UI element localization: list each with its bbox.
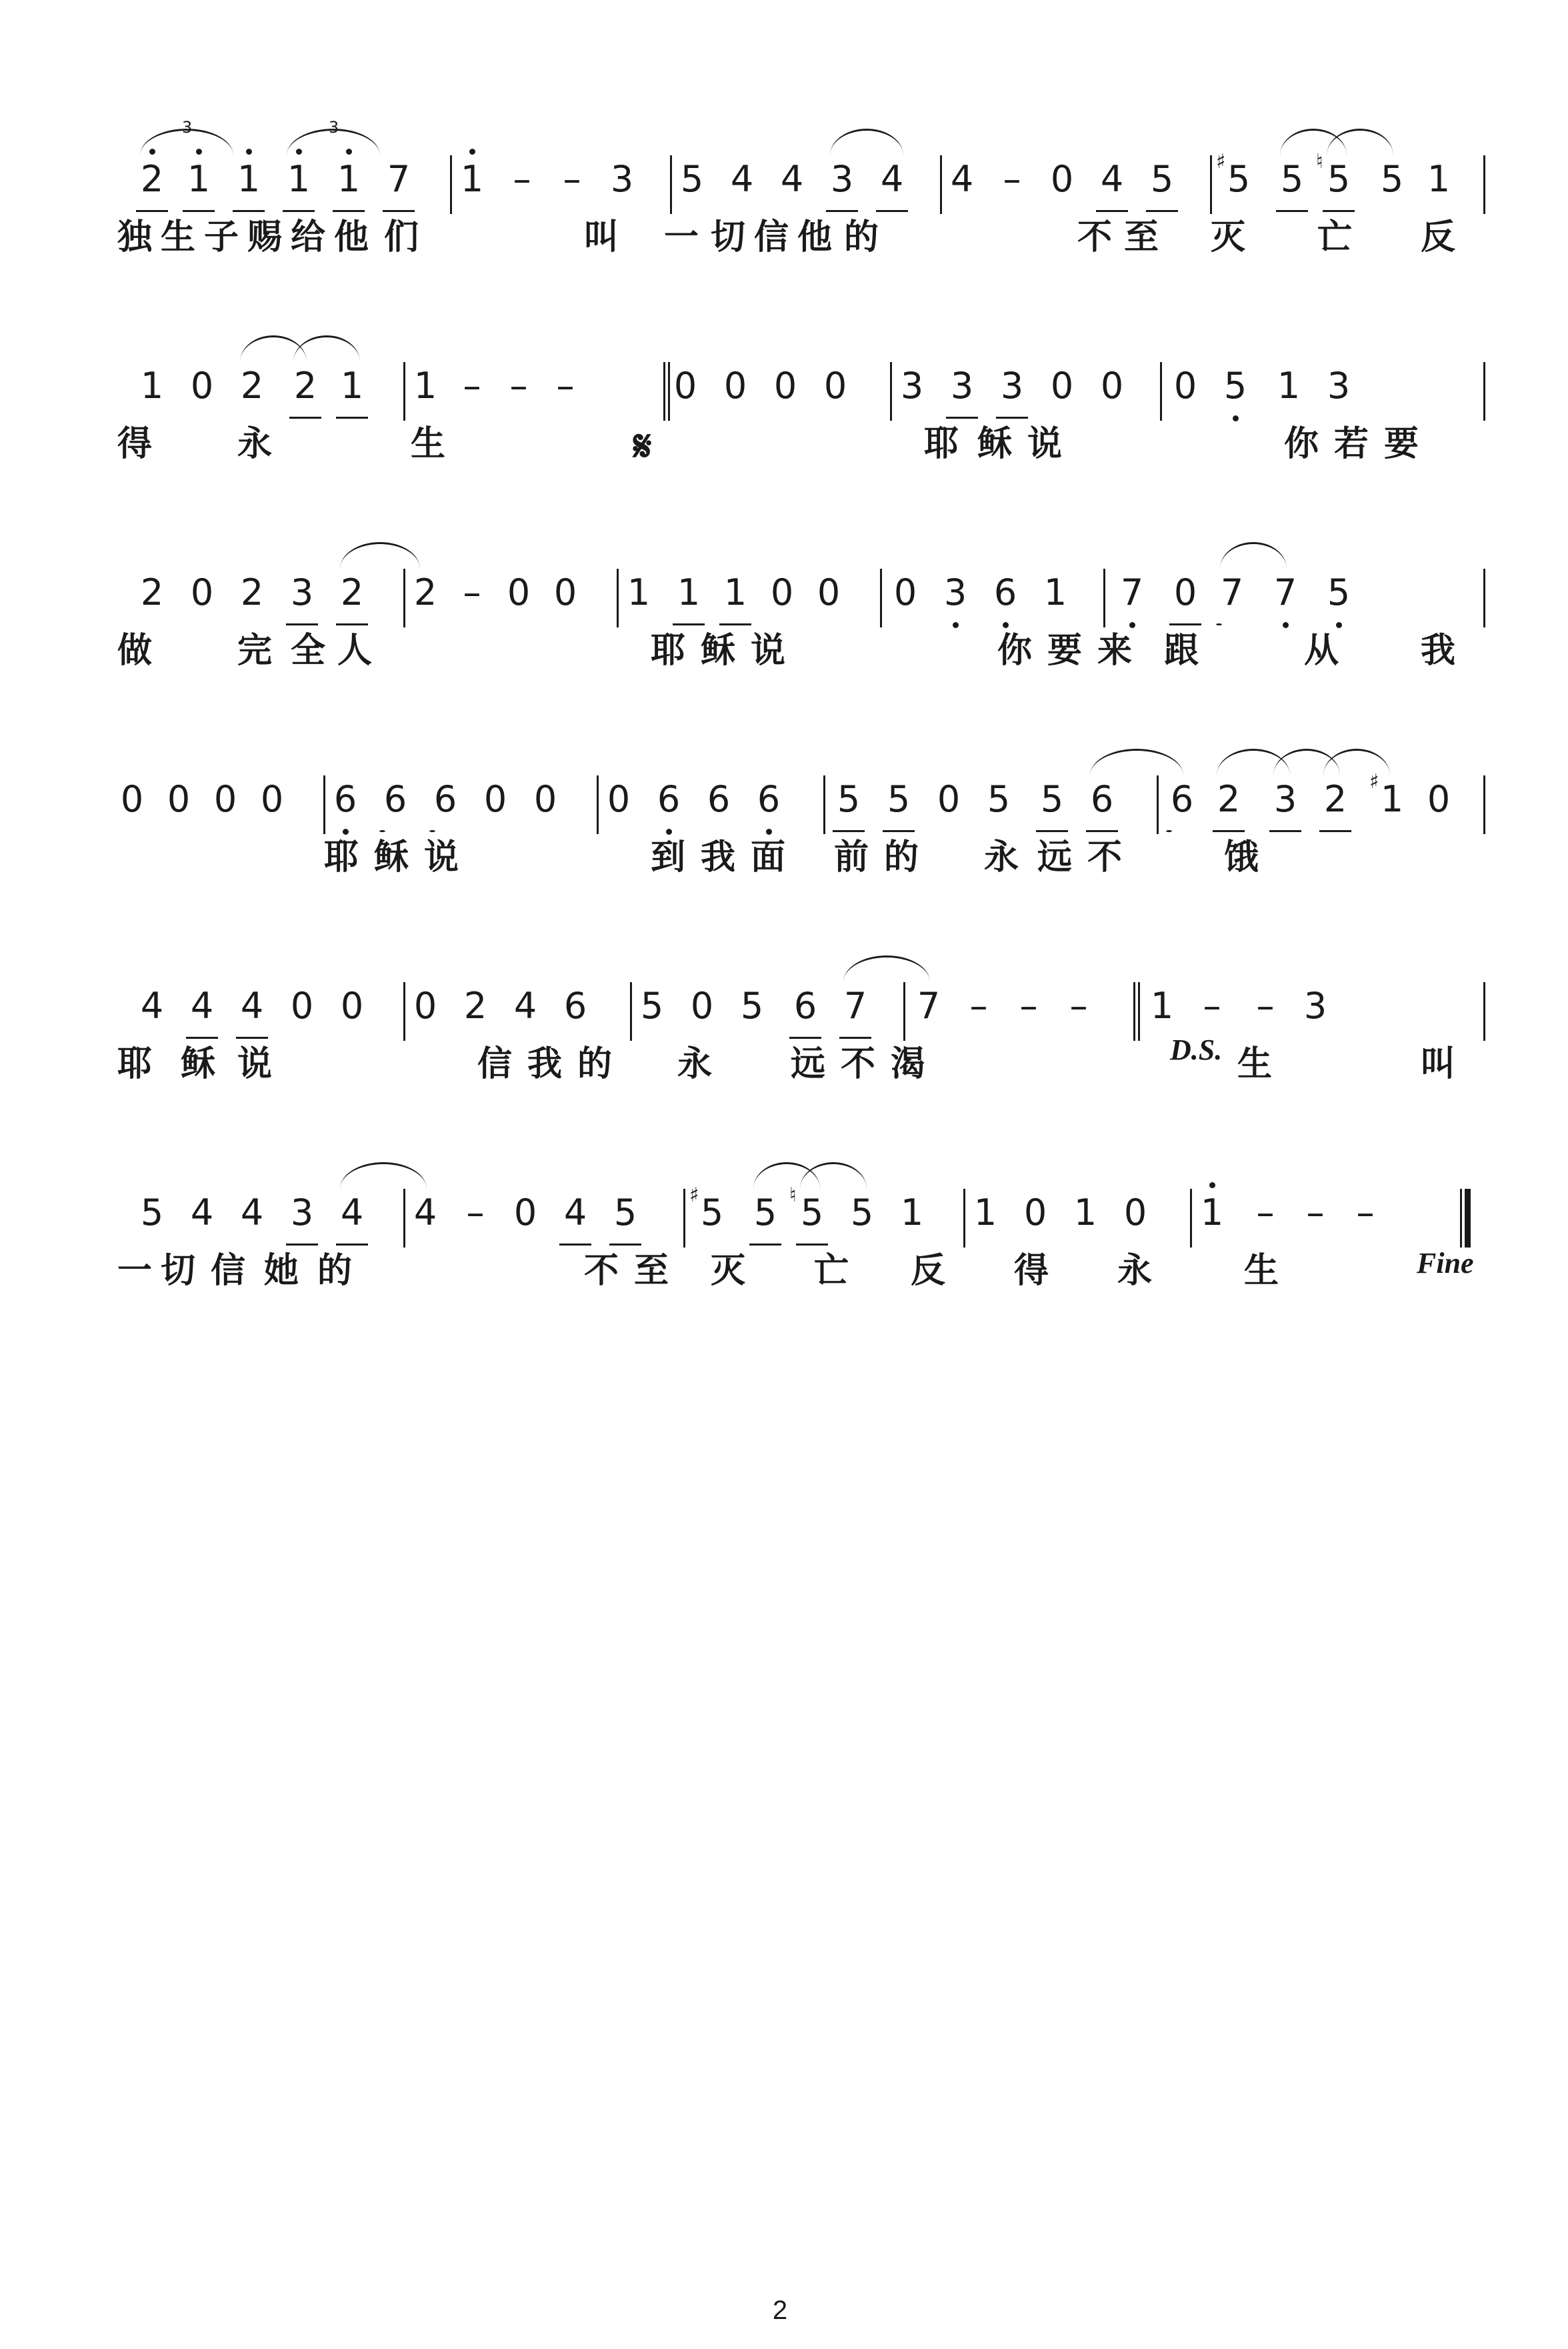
note: 1 xyxy=(900,1192,924,1234)
final-barline xyxy=(1460,1189,1471,1248)
note: 3 xyxy=(943,358,981,414)
natural-icon: ♮ xyxy=(789,1184,797,1207)
note: 4 xyxy=(190,1192,214,1234)
note: 2 xyxy=(1317,771,1354,827)
barline xyxy=(617,569,619,627)
lyric-char: 的 xyxy=(317,1251,352,1291)
note: 2 xyxy=(240,571,264,613)
barline xyxy=(1190,1189,1192,1248)
lyric-char: 我 xyxy=(527,1044,562,1084)
lyric-char: 生 xyxy=(160,217,195,257)
fine-mark: Fine xyxy=(1417,1247,1474,1280)
note: 0 xyxy=(483,778,507,820)
lyric-char: 人 xyxy=(337,631,372,671)
note: 7 xyxy=(917,985,941,1027)
note: 1 xyxy=(1043,571,1067,613)
dash-extension: – xyxy=(563,158,581,200)
note: 1 xyxy=(627,571,651,613)
lyric-char: 说 xyxy=(237,1044,272,1084)
barline xyxy=(963,1189,965,1248)
sharp-icon: ♯ xyxy=(1369,770,1379,793)
slur-arc xyxy=(340,1162,427,1189)
note: 4 xyxy=(513,985,537,1027)
note: 0 xyxy=(773,365,797,407)
lyric-char: 面 xyxy=(750,837,785,877)
note: 1 xyxy=(140,365,164,407)
slur-arc xyxy=(843,955,930,982)
lyrics-row xyxy=(113,830,1467,897)
note: 5 xyxy=(1320,151,1357,207)
barline xyxy=(403,569,405,627)
note: 0 xyxy=(260,778,284,820)
note: 4 xyxy=(557,1185,594,1241)
barline xyxy=(903,982,905,1041)
note: 3 xyxy=(937,565,974,621)
lyric-char: 你 xyxy=(1283,424,1319,464)
dash-extension: – xyxy=(509,365,528,407)
dash-extension: – xyxy=(1003,158,1021,200)
score-system xyxy=(113,350,1467,510)
lyric-char: 耶 xyxy=(323,837,359,877)
lyric-char: 永 xyxy=(237,424,272,464)
note: 1 xyxy=(180,151,217,207)
note: 3 xyxy=(993,358,1031,414)
barline xyxy=(1483,362,1485,421)
lyric-char: 饿 xyxy=(1223,837,1259,877)
lyric-char: 至 xyxy=(633,1251,669,1291)
slur-arc xyxy=(293,335,360,362)
note: 0 xyxy=(817,571,841,613)
barline xyxy=(1483,982,1485,1041)
page-number: 2 xyxy=(772,2296,788,2325)
lyric-char: 稣 xyxy=(180,1044,215,1084)
lyric-char: 说 xyxy=(1027,424,1062,464)
dash-extension: – xyxy=(1256,985,1275,1027)
lyric-char: 渴 xyxy=(890,1044,925,1084)
lyric-char: 耶 xyxy=(923,424,959,464)
note: 6 xyxy=(377,771,414,827)
note: 2 xyxy=(140,571,164,613)
note: 0 xyxy=(290,985,314,1027)
note: 4 xyxy=(183,978,221,1034)
note: 5 xyxy=(740,985,764,1027)
note: 4 xyxy=(950,158,974,200)
note: 2 xyxy=(287,358,324,414)
barline xyxy=(597,775,599,834)
lyric-char: 亡 xyxy=(1317,217,1352,257)
note: 0 xyxy=(1167,565,1204,621)
dash-extension: – xyxy=(1019,985,1038,1027)
barline xyxy=(323,775,325,834)
note: 6 xyxy=(987,565,1024,621)
lyric-char: 赐 xyxy=(247,217,282,257)
barline xyxy=(1210,155,1212,214)
note: 0 xyxy=(893,571,917,613)
note: 5 xyxy=(1320,565,1357,621)
triplet-mark: 3 xyxy=(182,118,193,137)
note: 0 xyxy=(607,778,631,820)
note: 6 xyxy=(1083,771,1121,827)
note: 0 xyxy=(413,985,437,1027)
lyric-char: 稣 xyxy=(977,424,1012,464)
note: 1 xyxy=(1277,365,1301,407)
lyric-char: 的 xyxy=(577,1044,612,1084)
barline xyxy=(630,982,632,1041)
lyric-char: 的 xyxy=(843,217,879,257)
note: 3 xyxy=(1327,365,1351,407)
note: 0 xyxy=(213,778,237,820)
lyric-char: 永 xyxy=(677,1044,712,1084)
lyric-char: 做 xyxy=(117,631,152,671)
barline xyxy=(683,1189,685,1248)
note: 1 xyxy=(280,151,317,207)
lyric-char: 我 xyxy=(700,837,735,877)
note: 0 xyxy=(553,571,577,613)
note: 0 xyxy=(823,365,847,407)
lyric-char: 的 xyxy=(883,837,919,877)
lyric-char: 反 xyxy=(910,1251,945,1291)
note: 1 xyxy=(333,358,371,414)
barline xyxy=(1157,775,1159,834)
slur-arc xyxy=(1323,749,1390,775)
lyric-char: 耶 xyxy=(650,631,685,671)
lyric-char: 永 xyxy=(983,837,1019,877)
barline xyxy=(1483,569,1485,627)
note: 4 xyxy=(140,985,164,1027)
lyric-char: 不 xyxy=(840,1044,875,1084)
note: 3 xyxy=(283,1185,321,1241)
lyric-char: 我 xyxy=(1420,631,1455,671)
note: 0 xyxy=(1050,158,1074,200)
note: 4 xyxy=(233,978,271,1034)
lyrics-row xyxy=(113,210,1467,277)
note: 6 xyxy=(707,778,731,820)
lyric-char: 远 xyxy=(790,1044,825,1084)
lyric-char: 信 xyxy=(753,217,789,257)
lyric-char: 一 xyxy=(117,1251,152,1291)
lyric-char: 一 xyxy=(663,217,699,257)
note: 1 xyxy=(230,151,267,207)
note: 5 xyxy=(640,985,664,1027)
note: 0 xyxy=(1023,1192,1047,1234)
note: 5 xyxy=(1033,771,1071,827)
dash-extension: – xyxy=(1256,1192,1275,1234)
note: 5 xyxy=(880,771,917,827)
barline xyxy=(1483,775,1485,834)
barline xyxy=(1103,569,1105,627)
note: 5 xyxy=(1227,158,1251,200)
lyric-char: 他 xyxy=(333,217,369,257)
lyric-char: 远 xyxy=(1037,837,1072,877)
lyric-char: 来 xyxy=(1097,631,1132,671)
lyric-char: 得 xyxy=(1013,1251,1049,1291)
note: 0 xyxy=(770,571,794,613)
note: 1 xyxy=(330,151,367,207)
slur-arc xyxy=(1327,129,1393,155)
barline xyxy=(823,775,825,834)
dash-extension: – xyxy=(1069,985,1088,1027)
lyric-char: 给 xyxy=(290,217,325,257)
note: 0 xyxy=(1173,365,1197,407)
note: 0 xyxy=(690,985,714,1027)
note: 4 xyxy=(413,1192,437,1234)
barline xyxy=(403,982,405,1041)
dash-extension: – xyxy=(556,365,575,407)
note: 6 xyxy=(1163,771,1201,827)
note: 0 xyxy=(1050,365,1074,407)
lyric-char: 得 xyxy=(117,424,152,464)
dash-extension: – xyxy=(1356,1192,1375,1234)
note: 0 xyxy=(340,985,364,1027)
natural-icon: ♮ xyxy=(1316,150,1323,173)
note: 0 xyxy=(673,365,697,407)
score-system xyxy=(113,763,1467,923)
note: 5 xyxy=(850,1192,874,1234)
note: 5 xyxy=(140,1192,164,1234)
barline xyxy=(670,155,672,214)
note: 6 xyxy=(650,771,687,827)
note: 5 xyxy=(1217,358,1254,414)
note: 6 xyxy=(787,978,824,1034)
lyric-char: 稣 xyxy=(373,837,409,877)
lyric-char: 们 xyxy=(383,217,419,257)
note: 4 xyxy=(730,158,754,200)
lyrics-row xyxy=(113,623,1467,690)
note: 5 xyxy=(793,1185,831,1241)
lyric-char: 完 xyxy=(237,631,272,671)
note: 3 xyxy=(900,365,924,407)
double-barline xyxy=(1133,982,1140,1041)
barline xyxy=(1483,155,1485,214)
note: 0 xyxy=(190,365,214,407)
barline xyxy=(403,1189,405,1248)
note: 5 xyxy=(607,1185,644,1241)
lyric-char: 到 xyxy=(650,837,685,877)
lyric-char: 全 xyxy=(290,631,325,671)
score-system xyxy=(113,557,1467,717)
barline xyxy=(1160,362,1162,421)
lyric-char: 不 xyxy=(1087,837,1122,877)
lyric-char: 灭 xyxy=(1210,217,1245,257)
lyric-char: 前 xyxy=(833,837,869,877)
dash-extension: – xyxy=(463,365,481,407)
lyric-char: 切 xyxy=(710,217,745,257)
note: 1 xyxy=(670,565,707,621)
note: 5 xyxy=(700,1192,724,1234)
note: 0 xyxy=(1427,778,1451,820)
note: 7 xyxy=(1213,565,1251,621)
note: 5 xyxy=(830,771,867,827)
note: 3 xyxy=(1303,985,1327,1027)
lyrics-row xyxy=(113,1037,1467,1103)
note: 2 xyxy=(240,365,264,407)
lyric-char: 亡 xyxy=(813,1251,849,1291)
note: 5 xyxy=(1380,158,1404,200)
dal-segno-mark: D.S. xyxy=(1170,1033,1223,1066)
note: 0 xyxy=(1123,1192,1147,1234)
lyric-char: 灭 xyxy=(710,1251,745,1291)
note: 5 xyxy=(987,778,1011,820)
lyric-char: 永 xyxy=(1117,1251,1152,1291)
note: 1 xyxy=(1427,158,1451,200)
note: 0 xyxy=(507,571,531,613)
score-system xyxy=(113,1177,1474,1337)
note: 1 xyxy=(1380,778,1404,820)
lyric-char: 耶 xyxy=(117,1044,152,1084)
score-system xyxy=(113,970,1467,1130)
lyric-char: 若 xyxy=(1333,424,1369,464)
lyric-char: 子 xyxy=(203,217,239,257)
note: 4 xyxy=(1093,151,1131,207)
lyric-char: 叫 xyxy=(1420,1044,1455,1084)
lyric-char: 切 xyxy=(160,1251,195,1291)
slur-arc xyxy=(340,542,420,569)
note: 0 xyxy=(513,1192,537,1234)
note: 4 xyxy=(240,1192,264,1234)
lyric-char: 信 xyxy=(477,1044,512,1084)
note: 2 xyxy=(333,565,371,621)
lyric-char: 要 xyxy=(1047,631,1082,671)
note: 1 xyxy=(413,365,437,407)
note: 4 xyxy=(333,1185,371,1241)
lyric-char: 说 xyxy=(750,631,785,671)
note: 1 xyxy=(973,1192,997,1234)
dash-extension: – xyxy=(1306,1192,1325,1234)
score-system xyxy=(113,118,1467,303)
lyric-char: 跟 xyxy=(1163,631,1199,671)
note: 0 xyxy=(533,778,557,820)
note: 2 xyxy=(133,151,171,207)
dash-extension: – xyxy=(1203,985,1221,1027)
lyric-char: 从 xyxy=(1303,631,1339,671)
triplet-mark: 3 xyxy=(329,118,339,137)
lyric-char: 稣 xyxy=(700,631,735,671)
note: 3 xyxy=(823,151,861,207)
lyric-char: 他 xyxy=(797,217,832,257)
dash-extension: – xyxy=(463,571,481,613)
note: 3 xyxy=(610,158,634,200)
note: 0 xyxy=(190,571,214,613)
note: 0 xyxy=(120,778,144,820)
note: 5 xyxy=(680,158,704,200)
lyric-char: 你 xyxy=(997,631,1032,671)
note: 3 xyxy=(283,565,321,621)
note: 0 xyxy=(1100,365,1124,407)
note: 4 xyxy=(873,151,911,207)
lyric-char: 反 xyxy=(1420,217,1455,257)
dash-extension: – xyxy=(466,1192,485,1234)
slur-arc xyxy=(830,129,903,155)
lyric-char: 信 xyxy=(210,1251,245,1291)
lyric-char: 不 xyxy=(583,1251,619,1291)
lyric-char: 不 xyxy=(1077,217,1112,257)
lyric-char: 生 xyxy=(1237,1044,1272,1084)
lyric-char: 生 xyxy=(1243,1251,1279,1291)
note: 2 xyxy=(463,985,487,1027)
note: 4 xyxy=(780,158,804,200)
lyric-char: 独 xyxy=(117,217,152,257)
lyric-char: 她 xyxy=(263,1251,299,1291)
note: 7 xyxy=(1267,565,1304,621)
dash-extension: – xyxy=(969,985,988,1027)
note: 1 xyxy=(1150,985,1174,1027)
note: 1 xyxy=(717,565,754,621)
note: 3 xyxy=(1267,771,1304,827)
note: 1 xyxy=(1193,1185,1231,1241)
note: 5 xyxy=(1143,151,1181,207)
note: 1 xyxy=(453,151,491,207)
note: 2 xyxy=(413,571,437,613)
lyric-char: 至 xyxy=(1123,217,1159,257)
note: 5 xyxy=(1273,151,1311,207)
note: 7 xyxy=(380,151,417,207)
note: 6 xyxy=(750,771,787,827)
barline xyxy=(940,155,942,214)
note: 6 xyxy=(563,985,587,1027)
barline xyxy=(403,362,405,421)
barline xyxy=(890,362,892,421)
dash-extension: – xyxy=(513,158,531,200)
note: 6 xyxy=(427,771,464,827)
note: 0 xyxy=(167,778,191,820)
note: 0 xyxy=(937,778,961,820)
slur-arc xyxy=(800,1162,867,1189)
note: 6 xyxy=(327,771,364,827)
slur-arc xyxy=(1090,749,1183,775)
lyric-char: 说 xyxy=(423,837,459,877)
note: 7 xyxy=(1113,565,1151,621)
note: 5 xyxy=(747,1185,784,1241)
lyric-char: 要 xyxy=(1383,424,1419,464)
slur-arc xyxy=(1220,542,1287,569)
lyric-char: 叫 xyxy=(583,217,619,257)
lyrics-row xyxy=(113,1244,1467,1310)
lyric-char: 生 xyxy=(410,424,445,464)
barline xyxy=(880,569,882,627)
note: 2 xyxy=(1210,771,1247,827)
sharp-icon: ♯ xyxy=(1216,150,1226,173)
segno-icon: 𝄋 xyxy=(633,421,652,471)
note: 1 xyxy=(1073,1192,1097,1234)
note: 0 xyxy=(723,365,747,407)
sharp-icon: ♯ xyxy=(689,1184,699,1207)
lyrics-row xyxy=(113,417,1467,483)
barline xyxy=(450,155,452,214)
note: 7 xyxy=(837,978,874,1034)
